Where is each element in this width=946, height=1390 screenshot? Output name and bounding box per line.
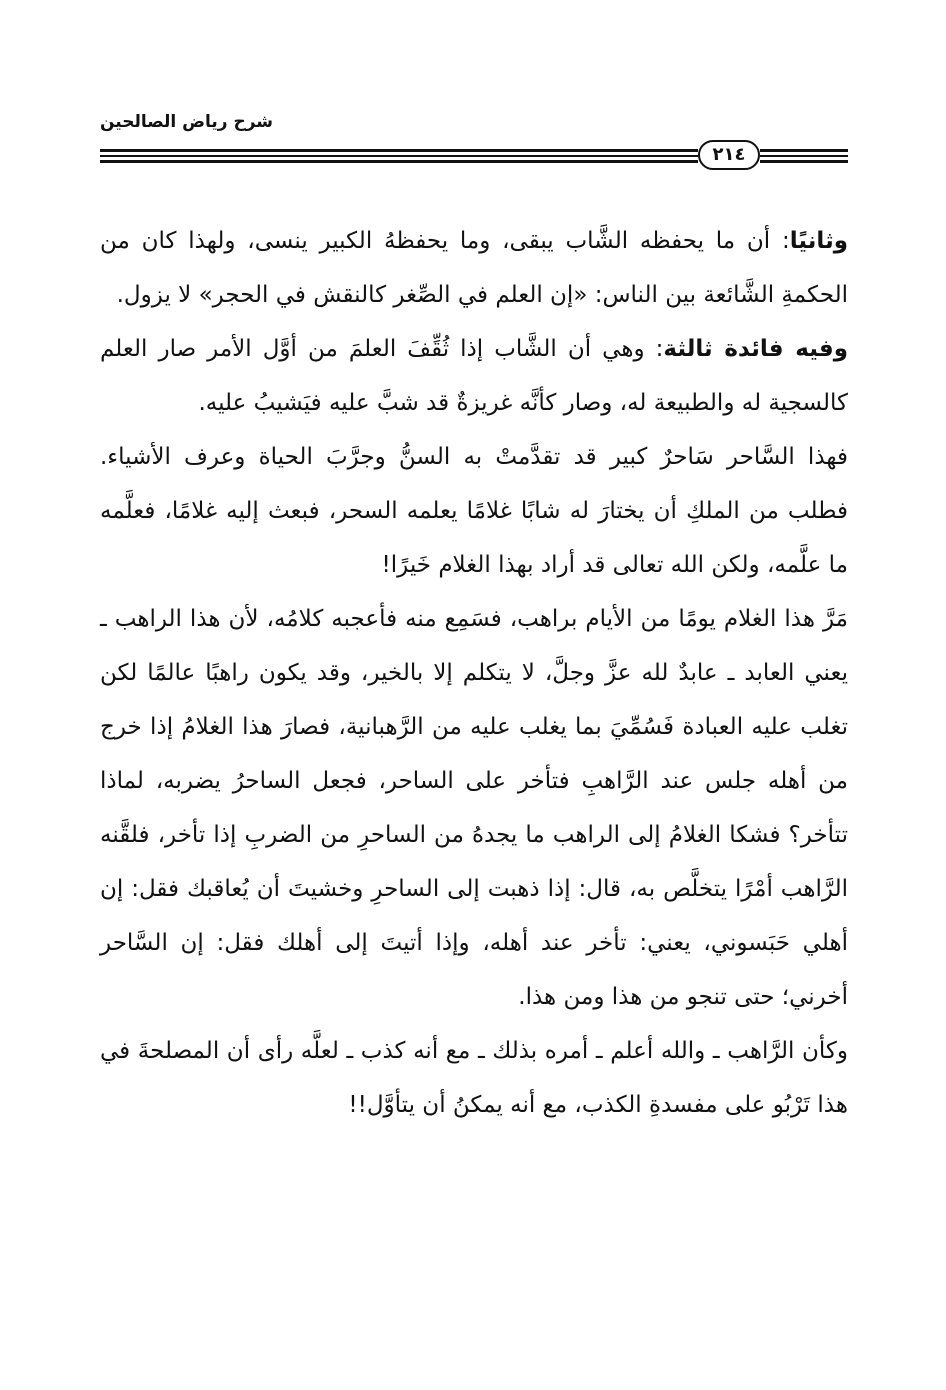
running-title: شرح رياض الصالحين [100, 112, 274, 132]
paragraph-text: : وهي أن الشَّاب إذا ثُقِّفَ العلمَ من أوَّل الأمر صار العلم كالسجية له والطبيعة له، وصار كأنَّه غريزةٌ قد شبَّ عليه فيَشيبُ عليه. [100, 336, 848, 416]
paragraph-2 [100, 322, 848, 430]
paragraph-1 [100, 214, 848, 322]
paragraph-5 [100, 1024, 848, 1132]
header-rule-line [100, 155, 698, 157]
paragraph-text: وكأن الرَّاهب ـ والله أعلم ـ أمره بذلك ـ مع أنه كذب ـ لعلَّه رأى أن المصلحةَ في هذا تَرْبُو على مفسدةِ الكذب، مع أنه يمكنُ أن يتأوَّل!! [100, 1038, 848, 1118]
body-text [100, 214, 848, 1132]
paragraph-text: فهذا السَّاحر سَاحرٌ كبير قد تقدَّمتْ به السنُّ وجرَّبَ الحياة وعرف الأشياء. فطلب من الملكِ أن يختارَ له شابًا غلامًا يعلمه السحر، فبعث إليه غلامًا، فعلَّمه ما علَّمه، ولكن الله تعالى قد أراد بهذا الغلام خَيرًا! [100, 444, 848, 578]
header-rule [100, 146, 848, 166]
paragraph-text: مَرَّ هذا الغلام يومًا من الأيام براهب، فسَمِع منه فأعجبه كلامُه، لأن هذا الراهب ـ يعني العابد ـ عابدٌ لله عزَّ وجلَّ، لا يتكلم إلا بالخير، وقد يكون راهبًا عالمًا لكن تغلب عليه العبادة فَسُمِّيَ بما يغلب عليه من الرَّهبانية، فصارَ هذا الغلامُ إذا خرج من أهله جلس عند الرَّاهبِ فتأخر على الساحر، فجعل الساحرُ يضربه، لماذا تتأخر؟ فشكا الغلامُ إلى الراهب ما يجدهُ من الساحرِ من الضربِ إذا تأخر، فلقَّنه الرَّاهب أمْرًا يتخلَّص به، قال: إذا ذهبت إلى الساحرِ وخشيتَ أن يُعاقبك فقل: إن أهلي حَبَسوني، يعني: تأخر عند أهله، وإذا أتيتَ إلى أهلك فقل: إن السَّاحر أخرني؛ حتى تنجو من هذا ومن هذا. [100, 606, 848, 1010]
header-rule-line [760, 149, 848, 152]
header-rule-line [760, 160, 848, 163]
paragraph-3 [100, 430, 848, 592]
page-header [100, 112, 848, 174]
paragraph-text: : أن ما يحفظه الشَّاب يبقى، وما يحفظهُ الكبير ينسى، ولهذا كان من الحكمةِ الشَّائعة بين الناس: «إن العلم في الصِّغر كالنقش في الحجر» لا يزول. [100, 228, 848, 308]
header-rule-line [100, 149, 698, 152]
header-rule-line [100, 160, 698, 163]
paragraph-lead: وثانيًا [789, 228, 848, 254]
header-rule-line [760, 155, 848, 157]
paragraph-4 [100, 592, 848, 1024]
paragraph-lead: وفيه فائدة ثالثة [663, 336, 848, 362]
page-number: ٢١٤ [698, 140, 760, 170]
